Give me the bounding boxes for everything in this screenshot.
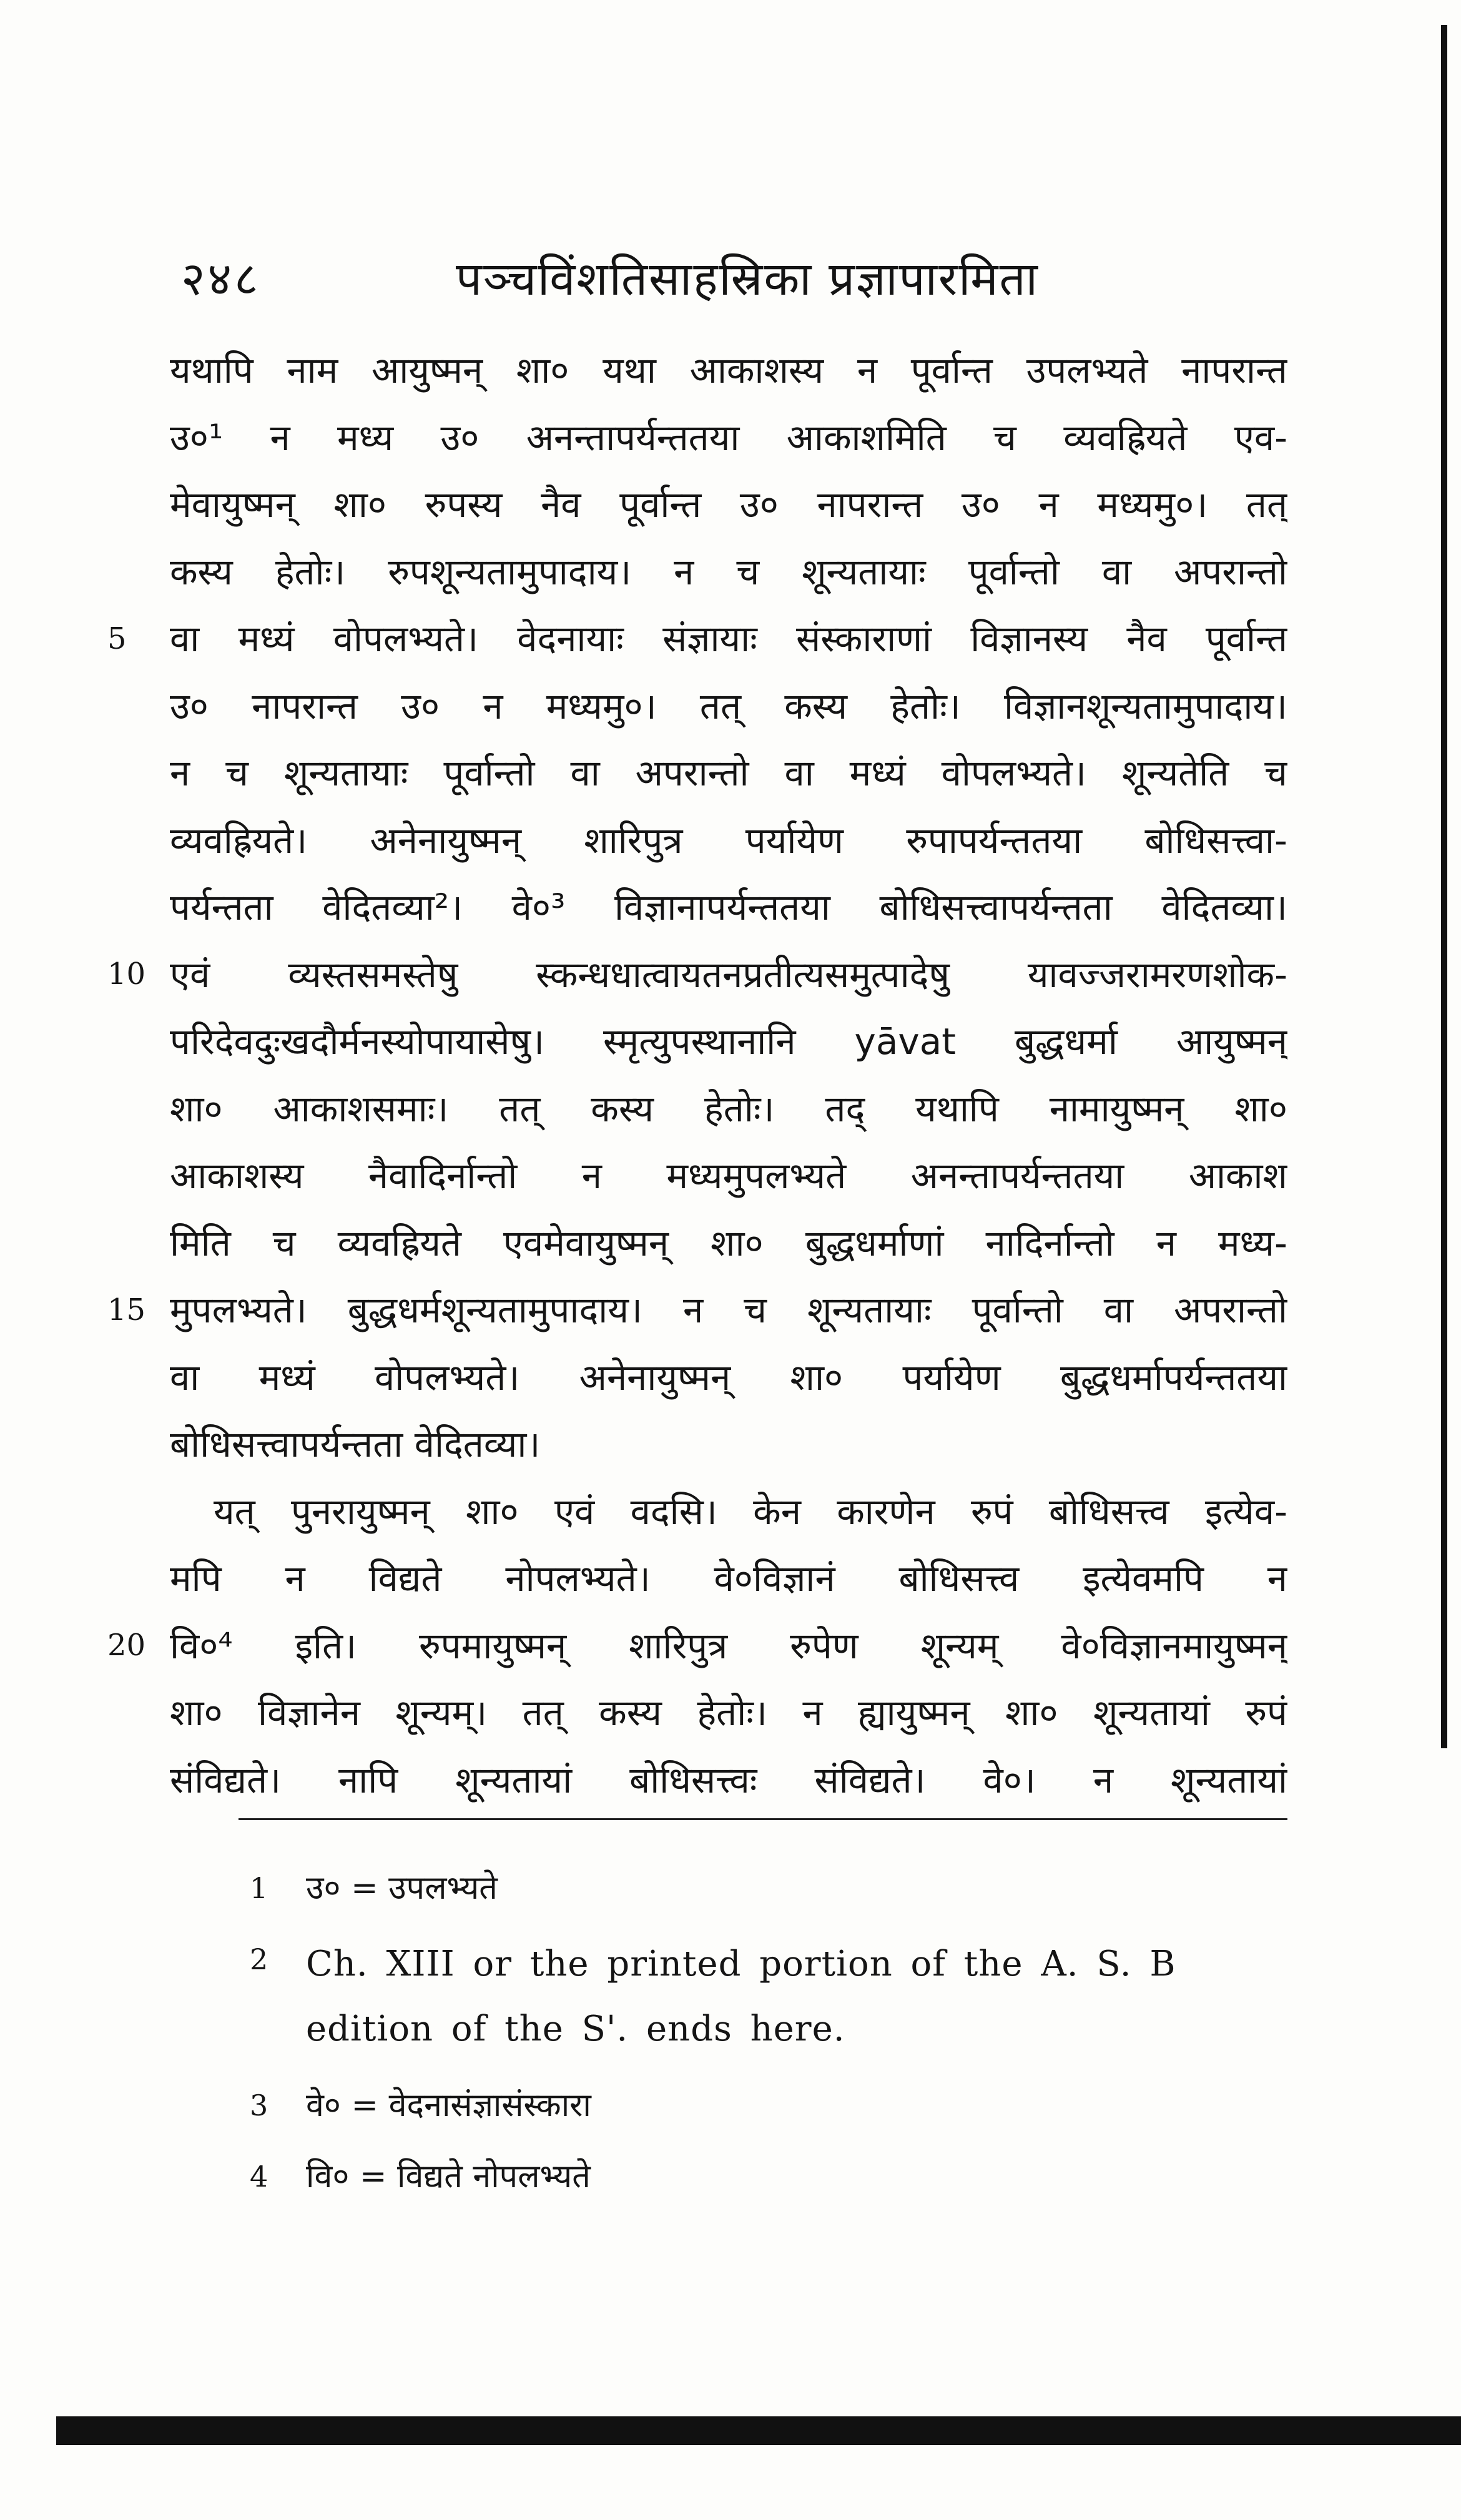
footnote-text: उ० = उपलभ्यते	[306, 1869, 498, 1907]
body-text	[170, 337, 1287, 1814]
text-line: संविद्यते। नापि शून्यतायां बोधिसत्त्वः संविद्यते। वे०। न शून्यतायां	[170, 1758, 1287, 1801]
footnotes	[250, 1861, 1286, 2220]
text-line: परिदेवदुःखदौर्मनस्योपायासेषु। स्मृत्युपस्थानानि yāvat बुद्धधर्मा आयुष्मन्	[170, 1020, 1287, 1063]
line-number-5: 5	[107, 621, 127, 656]
text-line: बोधिसत्त्वापर्यन्तता वेदितव्या।	[170, 1423, 541, 1465]
footnote	[250, 2149, 1286, 2204]
footnote-rule	[239, 1818, 1287, 1820]
footnote-number: 1	[250, 1871, 268, 1905]
footnote-number: 3	[250, 2089, 268, 2122]
footnote-number: 2	[250, 1942, 268, 1976]
text-line: मपि न विद्यते नोपलभ्यते। वे०विज्ञानं बोधिसत्त्व इत्येवमपि न	[170, 1557, 1287, 1600]
text-line: उ०¹ न मध्य उ० अनन्तापर्यन्ततया आकाशमिति च व्यवह्रियते एव-	[170, 416, 1287, 459]
text-line: शा० विज्ञानेन शून्यम्। तत् कस्य हेतोः। न ह्यायुष्मन् शा० शून्यतायां रुपं	[170, 1691, 1287, 1734]
text-line: वा मध्यं वोपलभ्यते। अनेनायुष्मन् शा० पर्यायेण बुद्धधर्मापर्यन्ततया	[170, 1356, 1287, 1399]
text-line: मिति च व्यवह्रियते एवमेवायुष्मन् शा० बुद्धधर्माणां नादिर्नान्तो न मध्य-	[170, 1221, 1287, 1264]
text-line: व्यवह्रियते। अनेनायुष्मन् शारिपुत्र पर्यायेण रुपापर्यन्ततया बोधिसत्त्वा-	[170, 819, 1287, 862]
footnote-text: वि० = विद्यते नोपलभ्यते	[306, 2158, 591, 2195]
text-line: शा० आकाशसमाः। तत् कस्य हेतोः। तद् यथापि नामायुष्मन् शा०	[170, 1087, 1287, 1130]
text-line: यथापि नाम आयुष्मन् शा० यथा आकाशस्य न पूर्वान्त उपलभ्यते नापरान्त	[170, 349, 1287, 391]
text-line: वि०⁴ इति। रुपमायुष्मन् शारिपुत्र रुपेण शून्यम् वे०विज्ञानमायुष्मन्	[170, 1624, 1287, 1667]
text-line: वा मध्यं वोपलभ्यते। वेदनायाः संज्ञायाः संस्काराणां विज्ञानस्य नैव पूर्वान्त	[170, 618, 1287, 660]
line-number-10: 10	[107, 957, 146, 992]
scan-edge-bottom	[56, 2416, 1461, 2445]
text-line: मेवायुष्मन् शा० रुपस्य नैव पूर्वान्त उ० नापरान्त उ० न मध्यमु०। तत्	[170, 483, 1287, 526]
footnote-text: Ch. XIII or the printed portion of the A. S. B edition of the S'. ends here.	[306, 1944, 1176, 2049]
scan-edge-right	[1441, 25, 1447, 1748]
text-line: न च शून्यतायाः पूर्वान्तो वा अपरान्तो वा मध्यं वोपलभ्यते। शून्यतेति च	[170, 752, 1287, 794]
text-line: आकाशस्य नैवादिर्नान्तो न मध्यमुपलभ्यते अनन्तापर्यन्ततया आकाश	[170, 1154, 1287, 1197]
text-line: पर्यन्तता वेदितव्या²। वे०³ विज्ञानापर्यन्ततया बोधिसत्त्वापर्यन्तता वेदितव्या।	[170, 886, 1287, 928]
footnote-text: वे० = वेदनासंज्ञासंस्कारा	[306, 2087, 591, 2124]
footnote	[250, 1932, 1286, 2062]
footnote	[250, 1861, 1286, 1916]
text-line: एवं व्यस्तसमस्तेषु स्कन्धधात्वायतनप्रतीत्यसमुत्पादेषु यावज्जरामरणशोक-	[170, 953, 1287, 996]
text-line: यत् पुनरायुष्मन् शा० एवं वदसि। केन कारणेन रुपं बोधिसत्त्व इत्येव-	[214, 1490, 1287, 1533]
running-title: पञ्चविंशतिसाहस्रिका प्रज्ञापारमिता	[456, 252, 1039, 306]
text-line: उ० नापरान्त उ० न मध्यमु०। तत् कस्य हेतोः। विज्ञानशून्यतामुपादाय।	[170, 684, 1287, 727]
text-line: मुपलभ्यते। बुद्धधर्मशून्यतामुपादाय। न च शून्यतायाः पूर्वान्तो वा अपरान्तो	[170, 1289, 1287, 1331]
page-number: २४८	[181, 252, 261, 306]
footnote-number: 4	[250, 2160, 268, 2193]
footnote	[250, 2078, 1286, 2133]
text-line: कस्य हेतोः। रुपशून्यतामुपादाय। न च शून्यतायाः पूर्वान्तो वा अपरान्तो	[170, 550, 1287, 593]
line-number-20: 20	[107, 1628, 146, 1663]
line-number-15: 15	[107, 1292, 146, 1327]
